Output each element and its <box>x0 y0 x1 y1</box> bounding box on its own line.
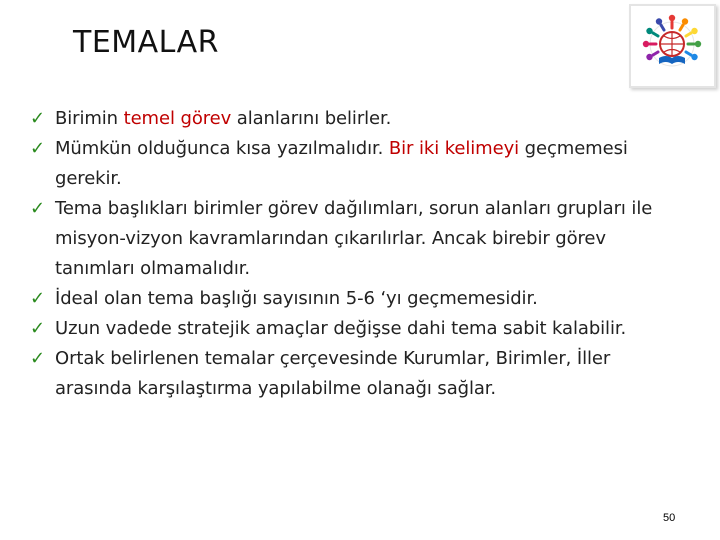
organization-logo <box>629 4 716 88</box>
list-item <box>30 194 690 284</box>
organization-logo-icon <box>631 6 714 86</box>
list-item <box>30 284 690 314</box>
list-item <box>30 314 690 344</box>
bullet-text: Ortak belirlenen temalar çerçevesinde Kurumlar, Birimler, İller arasında karşılaştırma yapılabilme olanağı sağlar. <box>55 348 611 399</box>
highlight-text: Bir iki kelimeyi <box>388 138 520 159</box>
list-item <box>30 104 690 134</box>
bullet-list <box>30 104 690 404</box>
bullet-text: Mümkün olduğunca kısa yazılmalıdır. <box>55 138 389 159</box>
bullet-text: Uzun vadede stratejik amaçlar değişse dahi tema sabit kalabilir. <box>55 318 627 339</box>
checkmark-icon: ✓ <box>30 198 45 219</box>
list-item <box>30 344 690 404</box>
checkmark-icon: ✓ <box>30 318 45 339</box>
checkmark-icon: ✓ <box>30 108 45 129</box>
bullet-text: İdeal olan tema başlığı sayısının 5-6 ‘yı geçmemesidir. <box>55 288 538 309</box>
checkmark-icon: ✓ <box>30 288 45 309</box>
bullet-text: geçmemesi gerekir. <box>55 138 628 189</box>
bullet-text: Tema başlıkları birimler görev dağılımları, sorun alanları grupları ile misyon-vizyon kavramlarından çıkarılırlar. Ancak birebir görev tanımları olmamalıdır. <box>55 198 653 279</box>
highlight-text: temel görev <box>123 108 232 129</box>
page-number: 50 <box>663 512 676 524</box>
bullet-text: alanlarını belirler. <box>231 108 392 129</box>
bullet-text: Birimin <box>55 108 124 129</box>
checkmark-icon: ✓ <box>30 348 45 369</box>
checkmark-icon: ✓ <box>30 138 45 159</box>
page-title: TEMALAR <box>73 25 219 60</box>
list-item <box>30 134 690 194</box>
